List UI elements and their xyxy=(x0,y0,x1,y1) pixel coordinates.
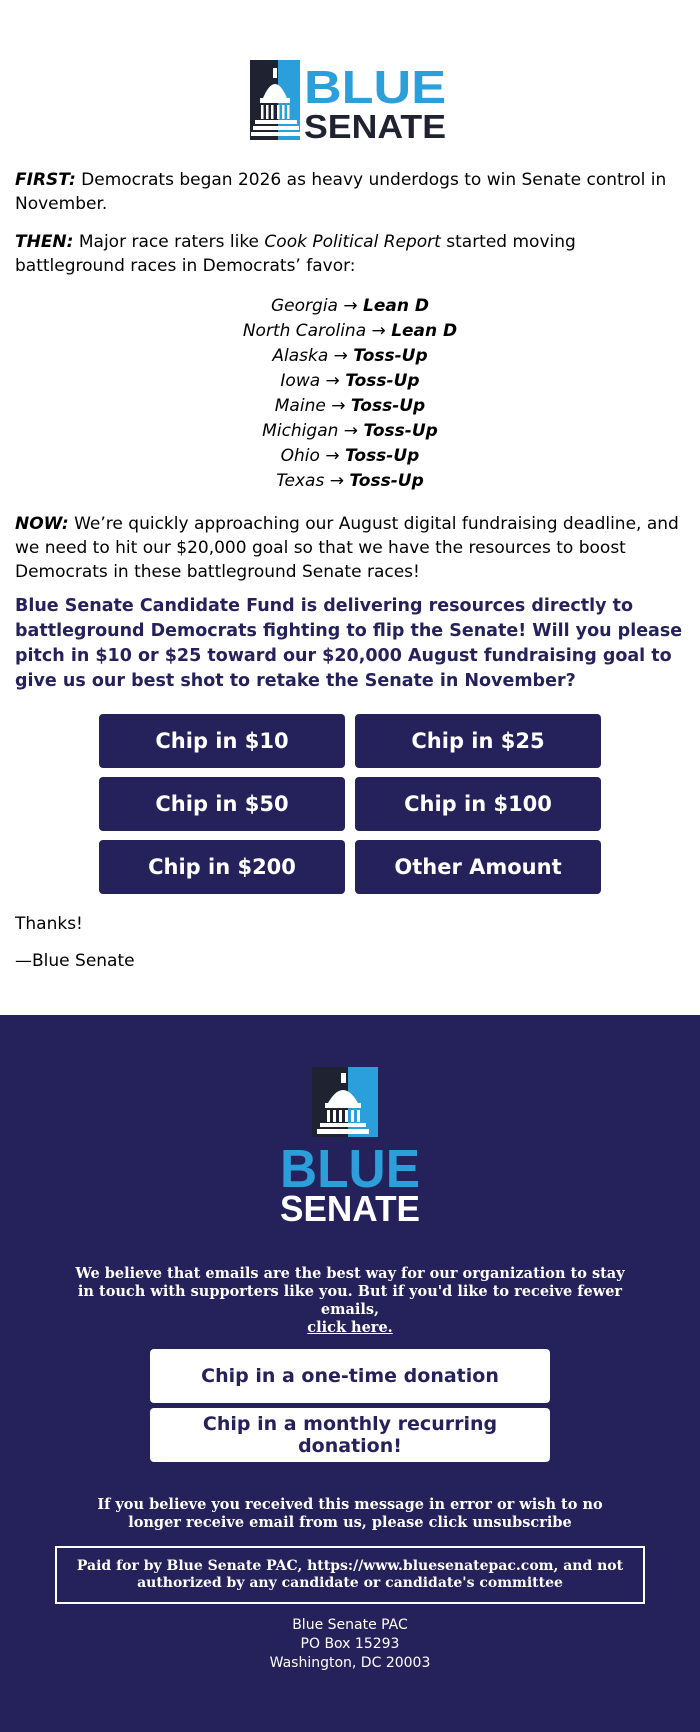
capitol-dome-icon xyxy=(312,1067,378,1137)
race-rating: Maine → Toss-Up xyxy=(274,396,426,416)
race-rating: Iowa → Toss-Up xyxy=(280,371,420,391)
chip-in-10-button[interactable]: Chip in $10 xyxy=(99,714,345,768)
now-paragraph xyxy=(15,512,685,584)
signature: —Blue Senate xyxy=(15,951,135,971)
race-rating: Michigan → Toss-Up xyxy=(262,421,438,441)
race-rating: Texas → Toss-Up xyxy=(276,471,424,491)
now-lead: NOW: xyxy=(15,514,69,534)
race-rating: Alaska → Toss-Up xyxy=(272,346,428,366)
unsubscribe-text: If you believe you received this message in error or wish to no longer receive email from us, please click unsubscribe xyxy=(97,1496,603,1531)
email-frequency-text: We believe that emails are the best way for our organization to stay in touch with supporters like you. But if you'd like to receive fewer emails, xyxy=(75,1265,625,1318)
logo-word-blue: BLUE xyxy=(304,61,446,113)
chip-in-200-button[interactable]: Chip in $200 xyxy=(99,840,345,894)
footer-logo-word-blue: BLUE xyxy=(280,1139,420,1199)
footer-logo xyxy=(270,1067,430,1227)
now-text: We’re quickly approaching our August digital fundraising deadline, and we need to hit our $20,000 goal so that we have the resources to boost Democrats in these battleground Senate races! xyxy=(15,514,679,582)
first-paragraph xyxy=(15,168,685,216)
blue-senate-logo xyxy=(250,60,450,142)
then-text-1: Major race raters like xyxy=(73,232,265,252)
then-paragraph xyxy=(15,230,685,278)
then-text-2: started moving battleground races in Democrats’ favor: xyxy=(15,232,576,276)
logo-word-senate: SENATE xyxy=(304,108,446,142)
other-amount-button[interactable]: Other Amount xyxy=(355,840,601,894)
chip-in-25-button[interactable]: Chip in $25 xyxy=(355,714,601,768)
chip-in-50-button[interactable]: Chip in $50 xyxy=(99,777,345,831)
paid-for-disclaimer: Paid for by Blue Senate PAC, https://www.bluesenatepac.com, and not authorized by any candidate or candidate's committee xyxy=(55,1546,645,1604)
address-line: Blue Senate PAC xyxy=(292,1617,408,1633)
chip-in-100-button[interactable]: Chip in $100 xyxy=(355,777,601,831)
first-text: Democrats began 2026 as heavy underdogs to win Senate control in November. xyxy=(15,170,667,214)
fewer-emails-link[interactable]: click here. xyxy=(307,1319,393,1336)
mailing-address xyxy=(0,1616,700,1673)
email-footer xyxy=(0,1015,700,1732)
email-body xyxy=(0,60,700,973)
then-source: Cook Political Report xyxy=(264,232,441,252)
one-time-donation-button[interactable]: Chip in a one-time donation xyxy=(150,1349,550,1403)
monthly-donation-button[interactable]: Chip in a monthly recurring donation! xyxy=(150,1408,550,1462)
race-rating: Ohio → Toss-Up xyxy=(280,446,420,466)
footer-logo-word-senate: SENATE xyxy=(280,1188,420,1227)
race-rating: Georgia → Lean D xyxy=(271,296,429,316)
then-lead: THEN: xyxy=(15,232,74,252)
race-rating: North Carolina → Lean D xyxy=(242,321,458,341)
address-line: PO Box 15293 xyxy=(300,1636,400,1652)
address-line: Washington, DC 20003 xyxy=(269,1655,431,1671)
email-frequency-note xyxy=(70,1265,630,1337)
donation-button-grid xyxy=(99,714,601,894)
donation-ask: Blue Senate Candidate Fund is delivering resources directly to battleground Democrats fighting to flip the Senate! Will you please pitch in $10 or $25 toward our $20,000 August fundraising goal to give us our best shot to retake the Senate in November? xyxy=(15,596,683,691)
capitol-dome-icon xyxy=(250,60,300,140)
thanks-text: Thanks! xyxy=(15,914,83,934)
race-ratings-list xyxy=(15,294,685,494)
first-lead: FIRST: xyxy=(15,170,76,190)
